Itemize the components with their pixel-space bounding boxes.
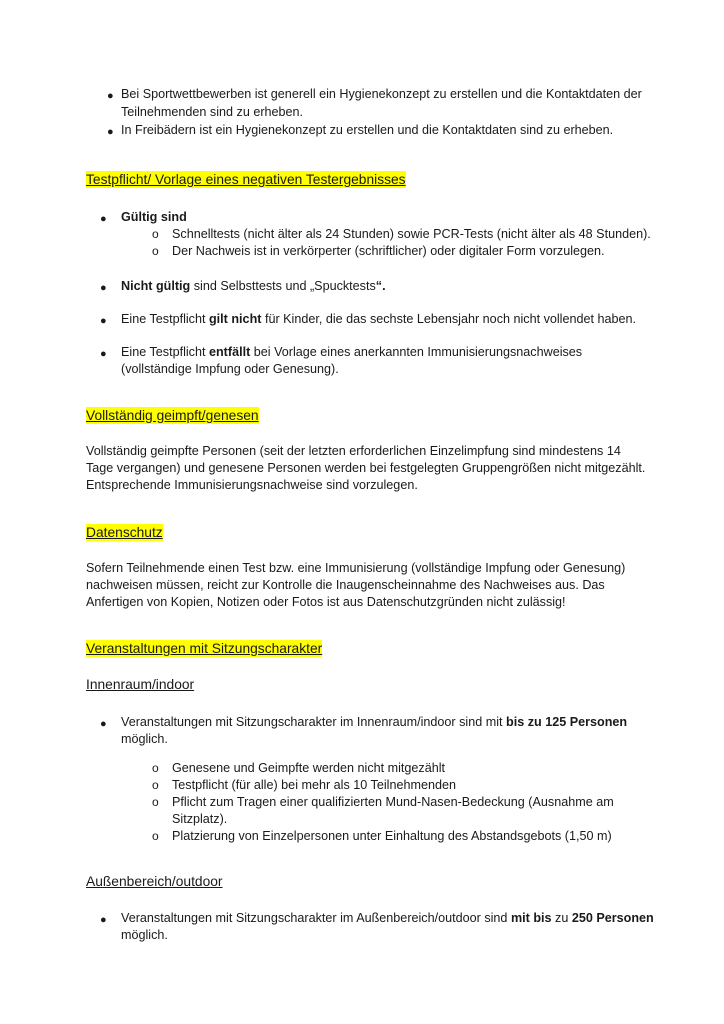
geimpft-line-1: Vollständig geimpfte Personen (seit der letzten erforderlichen Einzelimpfung sind mindestens 14: [86, 444, 621, 458]
circle-bullet-icon: o: [152, 795, 159, 809]
circle-bullet-icon: o: [152, 227, 159, 241]
heading-geimpft: Vollständig geimpft/genesen: [86, 408, 259, 423]
subheading-outdoor: Außenbereich/outdoor: [86, 874, 223, 889]
datenschutz-line-1: Sofern Teilnehmende einen Test bzw. eine Immunisierung (vollständige Impfung oder Genesung): [86, 561, 626, 575]
circle-bullet-icon: o: [152, 829, 159, 843]
intro-item-1-cont: Teilnehmenden sind zu erheben.: [121, 105, 304, 119]
indoor-subitem-2: Testpflicht (für alle) bei mehr als 10 Teilnehmenden: [172, 778, 456, 792]
datenschutz-line-3: Anfertigen von Kopien, Notizen oder Fotos ist aus Datenschutzgründen nicht zulässig!: [86, 595, 566, 609]
datenschutz-line-2: nachweisen müssen, reicht zur Kontrolle die Inaugenscheinnahme des Nachweises aus. Das: [86, 578, 605, 592]
kinder-item: Eine Testpflicht gilt nicht für Kinder, die das sechste Lebensjahr noch nicht vollendet haben.: [121, 312, 637, 326]
circle-bullet-icon: o: [152, 778, 159, 792]
bullet-icon: ●: [100, 348, 107, 360]
intro-item-2: In Freibädern ist ein Hygienekonzept zu erstellen und die Kontaktdaten sind zu erheben.: [121, 123, 614, 137]
gueltig-subitem-2: Der Nachweis ist in verkörperter (schriftlicher) oder digitaler Form vorzulegen.: [172, 244, 605, 258]
circle-bullet-icon: o: [152, 761, 159, 775]
bullet-icon: ●: [100, 213, 107, 225]
entfaellt-item-cont: (vollständige Impfung oder Genesung).: [121, 362, 339, 376]
indoor-subitem-3-cont: Sitzplatz).: [172, 812, 228, 826]
indoor-subitem-4: Platzierung von Einzelpersonen unter Einhaltung des Abstandsgebots (1,50 m): [172, 829, 612, 843]
gueltig-label: Gültig sind: [121, 210, 187, 224]
outdoor-intro: Veranstaltungen mit Sitzungscharakter im Außenbereich/outdoor sind mit bis zu 250 Personen: [121, 911, 654, 925]
indoor-intro-cont: möglich.: [121, 732, 168, 746]
geimpft-line-3: Entsprechende Immunisierungsnachweise sind vorzulegen.: [86, 478, 418, 492]
indoor-intro: Veranstaltungen mit Sitzungscharakter im Innenraum/indoor sind mit bis zu 125 Personen: [121, 715, 628, 729]
bullet-icon: ●: [107, 90, 114, 102]
bullet-icon: ●: [100, 914, 107, 926]
heading-testpflicht: Testpflicht/ Vorlage eines negativen Testergebnisses: [86, 172, 406, 187]
indoor-subitem-3: Pflicht zum Tragen einer qualifizierten Mund-Nasen-Bedeckung (Ausnahme am: [172, 795, 614, 809]
bullet-icon: ●: [100, 718, 107, 730]
heading-datenschutz: Datenschutz: [86, 525, 163, 540]
bullet-icon: ●: [100, 315, 107, 327]
bullet-icon: ●: [100, 282, 107, 294]
outdoor-intro-cont: möglich.: [121, 928, 168, 942]
subheading-indoor: Innenraum/indoor: [86, 677, 195, 692]
indoor-subitem-1: Genesene und Geimpfte werden nicht mitgezählt: [172, 761, 446, 775]
bullet-icon: ●: [107, 126, 114, 138]
gueltig-subitem-1: Schnelltests (nicht älter als 24 Stunden) sowie PCR-Tests (nicht älter als 48 Stunden).: [172, 227, 651, 241]
entfaellt-item: Eine Testpflicht entfällt bei Vorlage eines anerkannten Immunisierungsnachweises: [121, 345, 583, 359]
intro-item-1: Bei Sportwettbewerben ist generell ein Hygienekonzept zu erstellen und die Kontaktdaten der: [121, 87, 642, 101]
heading-sitzung: Veranstaltungen mit Sitzungscharakter: [86, 641, 323, 656]
geimpft-line-2: Tage vergangen) und genesene Personen werden bei festgelegten Gruppengrößen nicht mitgezählt.: [86, 461, 646, 475]
circle-bullet-icon: o: [152, 244, 159, 258]
nicht-gueltig-item: Nicht gültig sind Selbsttests und „Spucktests“.: [121, 279, 386, 293]
